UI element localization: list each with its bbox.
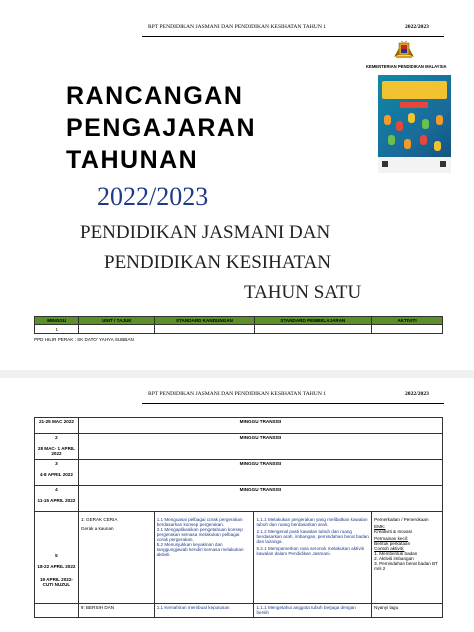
sp-cell: 1.1.1 Mengetahui anggota tubuh berjaga dengan bersih (254, 604, 372, 618)
week-dates: 18-22 APRIL 2022 (37, 563, 76, 569)
week-cell (35, 460, 79, 486)
transition-label: MINGGU TRANSISI (78, 460, 442, 486)
sp-item: 2.1.2 Mengenal pasti kawalan tubuh dan ruang berdasarkan arah, imbangan, pemindahan berat badan dan lazanga. (256, 529, 369, 544)
col-aktiviti: AKTIVITI (372, 317, 443, 325)
transition-label: MINGGU TRANSISI (78, 418, 442, 434)
activity-line: 3. Pemindahan berat badan BT m/s 2 (374, 561, 438, 571)
col-sp: STANDARD PEMBELAJARAN (254, 317, 371, 325)
week-number: 3 (55, 461, 58, 466)
page-divider (0, 370, 474, 378)
title-line-3: TAHUNAN (66, 146, 199, 174)
week-dates: 11-15 APRIL 2022 (37, 498, 76, 503)
subject-line-1: PENDIDIKAN JASMANI DAN (80, 222, 331, 243)
holiday-note: 19 APRIL 2022- CUTI NUZUL (39, 576, 73, 587)
week-number: 2 (55, 435, 58, 440)
unit-title: 1: GERAK CERIA (80, 517, 118, 522)
unit-cell (78, 512, 154, 604)
book-cover-image (378, 75, 451, 173)
week-cell (35, 486, 79, 512)
title-line-2: PENGAJARAN (66, 114, 257, 142)
subject-line-2: PENDIDIKAN KESIHATAN (104, 252, 331, 273)
sk-cell (154, 512, 254, 604)
sk-item: 5.2 Menunjukkan keyakinan dan tanggungjawab kendiri semasa melakukan aktiviti. (156, 542, 244, 557)
activity-line: Bentuk perkataan (374, 541, 411, 546)
crest-icon (392, 40, 416, 60)
ministry-label: KEMENTERIAN PENDIDIKAN MALAYSIA (366, 64, 447, 69)
activity-line: Contoh aktiviti: (374, 546, 405, 551)
transition-label: MINGGU TRANSISI (78, 486, 442, 512)
week-number: 4 (55, 487, 58, 492)
activity-line: EMK: (374, 524, 386, 529)
week-cell (35, 434, 79, 460)
title-line-1: RANCANGAN (66, 82, 244, 110)
sk-cell: 1.1 Kemahiran membuat keputusan (154, 604, 254, 618)
activity-cell: Nyanyi lagu (372, 604, 443, 618)
activity-line: Permainan kecil: (374, 536, 409, 541)
transition-label: MINGGU TRANSISI (78, 434, 442, 460)
page-header-year: 2022/2023 (405, 24, 429, 30)
title-year: 2022/2023 (97, 182, 209, 211)
sp-cell (254, 512, 372, 604)
sp-item: 1.1.1 Melakukan pergerakan yang melibatkan kawalan tubuh dan ruang berdasarkan arah. (256, 517, 368, 527)
sk-item: 2.1 Mengaplikasikan pengetahuan konsep pergerakan semasa melakukan pelbagai corak pergerakan. (156, 527, 243, 542)
sk-item: 1.1 Menguasai pelbagai corak pergerakan berdasarkan konsep pergerakan. (156, 517, 243, 527)
plan-header-table (34, 316, 443, 334)
header-rule-2 (142, 403, 444, 404)
week-dates: 4-8 APRIL 2022 (39, 472, 73, 477)
activity-line: 1. Membentuk badan (374, 551, 418, 556)
page-header-title: RPT PENDIDIKAN JASMANI DAN PENDIDIKAN KESIHATAN TAHUN 1 (148, 24, 327, 30)
page2-header-title: RPT PENDIDIKAN JASMANI DAN PENDIDIKAN KESIHATAN TAHUN 1 (148, 391, 327, 397)
week-dates: 28 MAC- 1 APRIL 2022 (37, 446, 75, 456)
week-number: 5 (55, 552, 58, 558)
col-unit: UNIT / TAJUK (79, 317, 155, 325)
unit-subtitle: Gerak a kaunan (80, 526, 114, 531)
unit-cell: 9: BERSIH DAN (78, 604, 154, 618)
activity-line: Kreativiti & Inovasi (374, 529, 412, 534)
week-cell: 21-25 MAC 2022 (35, 418, 79, 434)
col-sk: STANDARD KANDUNGAN (155, 317, 255, 325)
week-cell: 1 (35, 325, 79, 334)
page2-header-year: 2022/2023 (405, 391, 429, 397)
school-footer: PPD HILIR PERAK : SK DATO' YAHYA SUBBAN (34, 337, 134, 342)
activity-line: Pemerkaitan / Penerokaan (374, 517, 429, 522)
subject-line-3: TAHUN SATU (244, 282, 362, 303)
activity-cell (372, 512, 443, 604)
header-rule (142, 36, 444, 37)
week-cell (35, 512, 79, 604)
col-minggu: MINGGU (35, 317, 79, 325)
sp-item: 5.2.1 Mempamerkan rasa seronok melakukan aktiviti kawalan dalam Pendidikan Jasmani. (256, 546, 364, 556)
activity-line: 2. Aktiviti imbangan (374, 556, 414, 561)
plan-table (34, 417, 443, 618)
